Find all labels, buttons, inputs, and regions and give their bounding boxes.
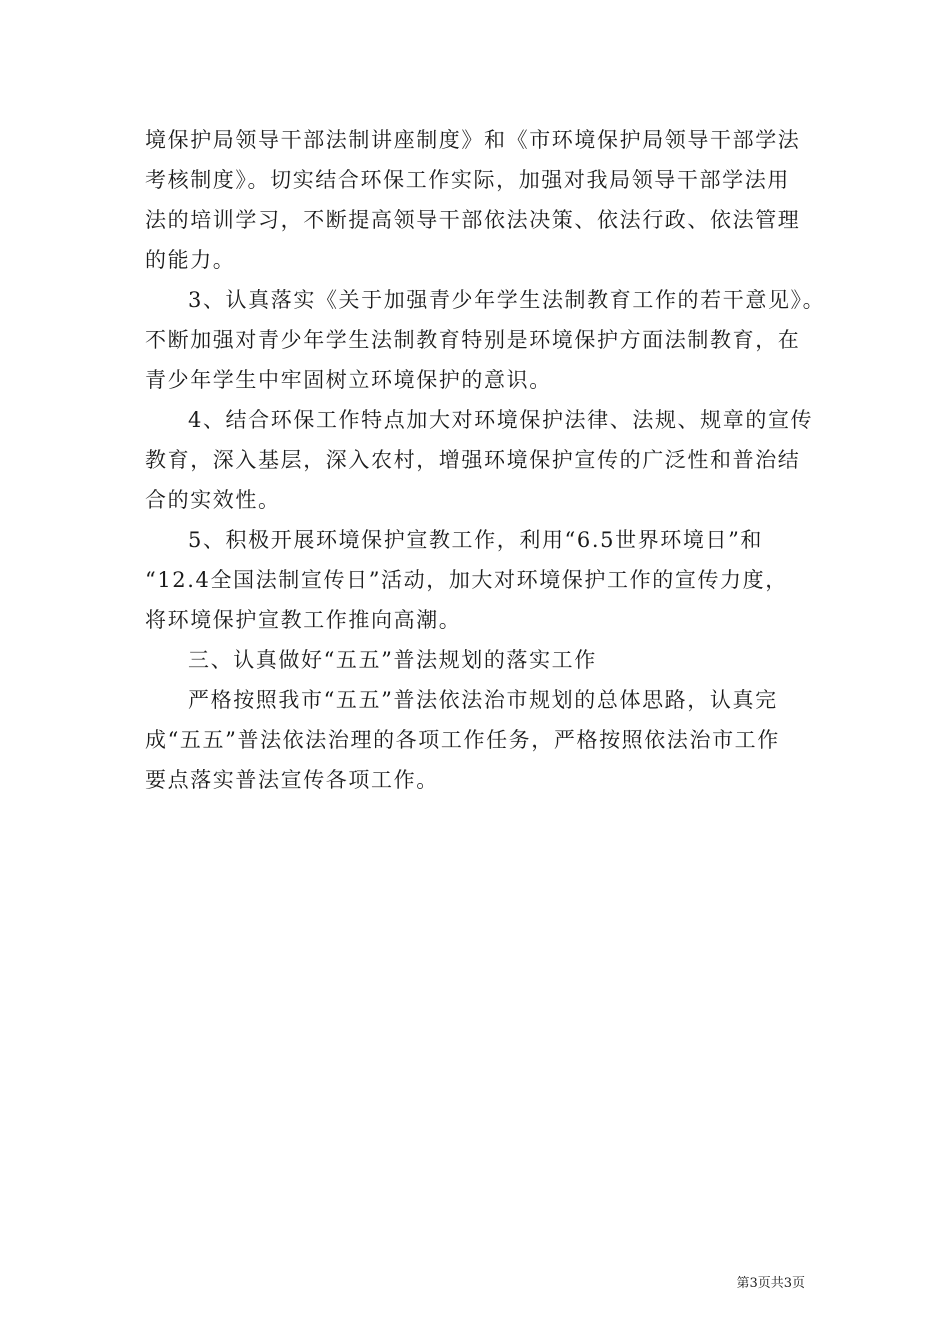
paragraph-line: 5、积极开展环境保护宣教工作，利用“6.5世界环境日”和 <box>188 528 764 552</box>
paragraph-line: 教育，深入基层，深入农村，增强环境保护宣传的广泛性和普治结 <box>145 448 801 472</box>
page-number-footer: 第3页共3页 <box>736 1276 805 1291</box>
paragraph-line: 成“五五”普法依法治理的各项工作任务，严格按照依法治市工作 <box>145 728 780 752</box>
paragraph-line: 要点落实普法宣传各项工作。 <box>145 768 439 792</box>
paragraph-line: 合的实效性。 <box>145 488 281 512</box>
paragraph-line: 的能力。 <box>145 248 236 272</box>
paragraph-line: 青少年学生中牢固树立环境保护的意识。 <box>145 368 552 392</box>
paragraph-line: 将环境保护宣教工作推向高潮。 <box>145 608 462 632</box>
paragraph-line: 严格按照我市“五五”普法依法治市规划的总体思路，认真完 <box>188 688 778 712</box>
paragraph-line: 境保护局领导干部法制讲座制度》和《市环境保护局领导干部学法 <box>145 128 801 152</box>
section-heading: 三、认真做好“五五”普法规划的落实工作 <box>188 648 597 672</box>
paragraph-line: 不断加强对青少年学生法制教育特别是环境保护方面法制教育，在 <box>145 328 801 352</box>
paragraph-line: 4、结合环保工作特点加大对环境保护法律、法规、规章的宣传 <box>188 408 814 432</box>
paragraph-line: 考核制度》。切实结合环保工作实际，加强对我局领导干部学法用 <box>145 168 790 192</box>
paragraph-line: 3、认真落实《关于加强青少年学生法制教育工作的若干意见》。 <box>188 288 826 312</box>
paragraph-line: “12.4全国法制宣传日”活动，加大对环境保护工作的宣传力度， <box>145 568 788 592</box>
paragraph-line: 法的培训学习，不断提高领导干部依法决策、依法行政、依法管理 <box>145 208 801 232</box>
